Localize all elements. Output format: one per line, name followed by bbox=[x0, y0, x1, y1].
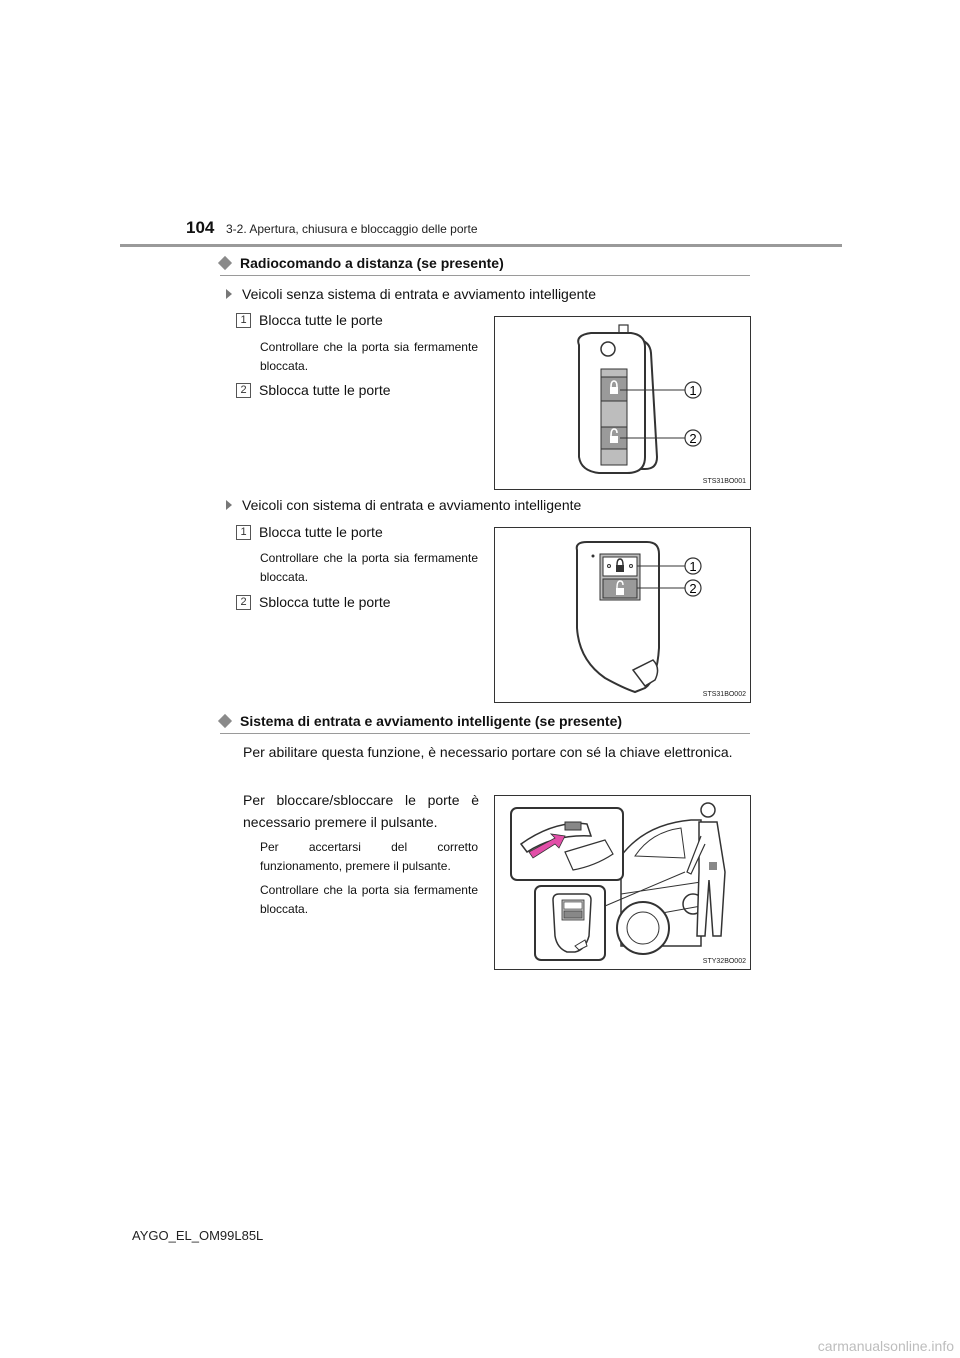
door-handle-illustration bbox=[495, 796, 750, 969]
callout-2: 2 bbox=[689, 431, 697, 446]
number-badge: 2 bbox=[236, 383, 251, 398]
figure-code: STY32BO002 bbox=[702, 958, 746, 965]
figure-door-handle bbox=[494, 795, 751, 970]
chapter-title: 3-2. Apertura, chiusura e bloccaggio delle porte bbox=[226, 222, 478, 236]
item-note: Controllare che la porta sia fermamente bloccata. bbox=[260, 551, 478, 584]
subheading-without-smart-entry bbox=[226, 286, 596, 302]
item-unlock-all bbox=[236, 594, 391, 610]
note-check-door: Controllare che la porta sia fermamente bloccata. bbox=[260, 883, 478, 916]
smart-key-illustration bbox=[495, 528, 750, 702]
page-number: 104 bbox=[186, 218, 215, 237]
section-title-text: Sistema di entrata e avviamento intelligente (se presente) bbox=[240, 713, 623, 729]
section-title-smart-entry bbox=[220, 713, 622, 729]
figure-remote-key bbox=[494, 316, 751, 490]
item-unlock-all bbox=[236, 382, 391, 398]
triangle-bullet-icon bbox=[226, 500, 232, 510]
item-lock-all bbox=[236, 524, 383, 540]
section-rule bbox=[220, 275, 750, 276]
item-text: Sblocca tutte le porte bbox=[259, 382, 391, 398]
header-rule bbox=[120, 244, 842, 247]
callout-1: 1 bbox=[689, 559, 697, 574]
number-badge: 1 bbox=[236, 313, 251, 328]
paragraph-intro: Per abilitare questa funzione, è necessario portare con sé la chiave elettronica. bbox=[243, 744, 733, 760]
figure-code: STS31BO002 bbox=[702, 691, 746, 698]
callout-2: 2 bbox=[689, 581, 697, 596]
remote-key-illustration bbox=[495, 317, 750, 489]
subheading-with-smart-entry bbox=[226, 497, 581, 513]
triangle-bullet-icon bbox=[226, 289, 232, 299]
section-title-remote bbox=[220, 255, 504, 271]
item-text: Sblocca tutte le porte bbox=[259, 594, 391, 610]
number-badge: 1 bbox=[236, 525, 251, 540]
paragraph-lock-unlock: Per bloccare/sbloccare le porte è necessario premere il pulsante. bbox=[243, 792, 479, 830]
diamond-bullet-icon bbox=[218, 714, 232, 728]
watermark: carmanualsonline.info bbox=[817, 1338, 954, 1354]
note-press-button: Per accertarsi del corretto funzionamento, premere il pulsante. bbox=[260, 840, 478, 873]
figure-code: STS31BO001 bbox=[702, 478, 746, 485]
section-title-text: Radiocomando a distanza (se presente) bbox=[240, 255, 504, 271]
subheading-text: Veicoli con sistema di entrata e avviamento intelligente bbox=[242, 497, 582, 513]
diamond-bullet-icon bbox=[218, 256, 232, 270]
document-code: AYGO_EL_OM99L85L bbox=[132, 1228, 264, 1243]
figure-smart-key bbox=[494, 527, 751, 703]
item-text: Blocca tutte le porte bbox=[259, 312, 383, 328]
item-text: Blocca tutte le porte bbox=[259, 524, 383, 540]
item-lock-all bbox=[236, 312, 383, 328]
number-badge: 2 bbox=[236, 595, 251, 610]
subheading-text: Veicoli senza sistema di entrata e avviamento intelligente bbox=[242, 286, 597, 302]
section-rule bbox=[220, 733, 750, 734]
item-note: Controllare che la porta sia fermamente bloccata. bbox=[260, 340, 478, 373]
callout-1: 1 bbox=[689, 383, 697, 398]
